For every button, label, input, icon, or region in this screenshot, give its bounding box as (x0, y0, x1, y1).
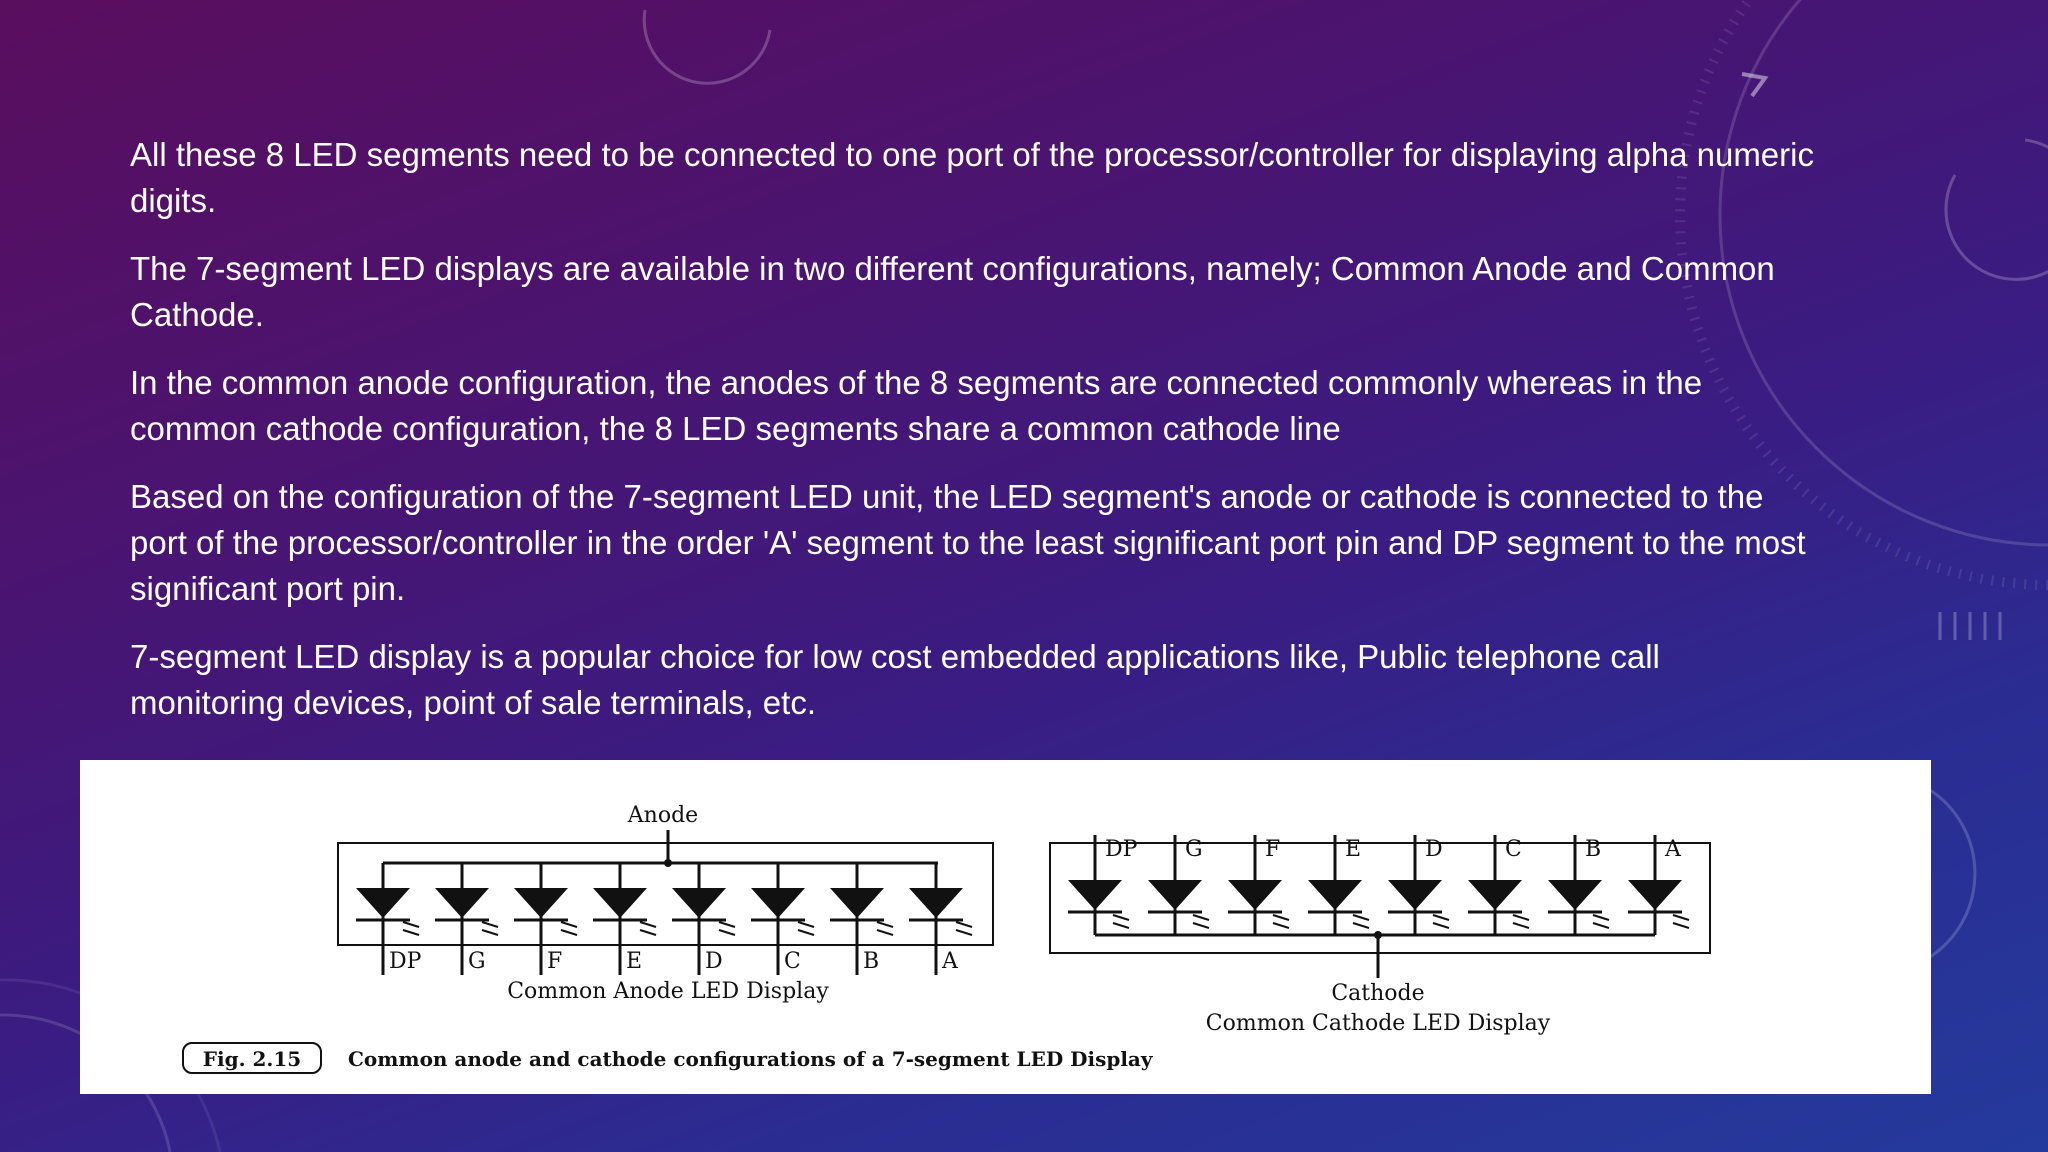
cathode-pin-label: C (1505, 837, 1522, 862)
cathode-pin-label: A (1665, 837, 1681, 862)
light-ray (1113, 923, 1129, 928)
light-ray (798, 930, 814, 935)
anode-led-b (830, 863, 893, 975)
light-ray (956, 930, 972, 935)
light-ray (403, 930, 419, 935)
anode-pin-label: A (942, 949, 958, 974)
cathode-junction (1374, 931, 1382, 939)
light-ray (1353, 923, 1369, 928)
led-display-figure (80, 760, 1931, 1094)
paragraph-3: In the common anode configuration, the anodes of the 8 segments are connected commonly whereas in the common cathode configuration, the 8 LED segments share a common cathode line (130, 364, 1703, 447)
diode-triangle (593, 888, 647, 918)
light-ray (798, 922, 814, 927)
light-ray (561, 930, 577, 935)
cathode-pin-label: B (1585, 837, 1602, 862)
anode-junction (664, 859, 672, 867)
light-ray (877, 922, 893, 927)
light-ray (1513, 915, 1529, 920)
light-ray (1193, 923, 1209, 928)
cathode-led-b (1548, 835, 1609, 935)
paragraph-1: All these 8 LED segments need to be connected to one port of the processor/controller for displaying alpha numeric digits. (130, 136, 1814, 219)
light-ray (403, 922, 419, 927)
light-ray (1673, 923, 1689, 928)
anode-led-c (751, 863, 814, 975)
light-ray (1193, 915, 1209, 920)
diode-triangle (751, 888, 805, 918)
paragraph-4: Based on the configuration of the 7-segment LED unit, the LED segment's anode or cathode is connected to the port of the processor/controller in the order 'A' segment to the least significant port pin and DP segment to the most significant port pin. (130, 478, 1806, 607)
light-ray (877, 930, 893, 935)
light-ray (561, 922, 577, 927)
anode-pin-label: B (863, 949, 880, 974)
diode-triangle (672, 888, 726, 918)
light-ray (482, 930, 498, 935)
cathode-led-g (1148, 835, 1209, 935)
anode-pin-label: D (705, 949, 723, 974)
anode-pin-label: F (547, 949, 563, 974)
diode-triangle (1228, 880, 1282, 910)
light-ray (719, 930, 735, 935)
diode-triangle (356, 888, 410, 918)
light-ray (1513, 923, 1529, 928)
light-ray (719, 922, 735, 927)
light-ray (1273, 923, 1289, 928)
body-text (130, 132, 1820, 748)
cathode-led-d (1388, 835, 1449, 935)
anode-caption: Common Anode LED Display (507, 979, 829, 1004)
cathode-led-c (1468, 835, 1529, 935)
anode-pin-label: G (468, 949, 486, 974)
diode-triangle (1628, 880, 1682, 910)
diode-triangle (435, 888, 489, 918)
cathode-pin-label: D (1425, 837, 1443, 862)
cathode-pin-label: E (1345, 837, 1362, 862)
diode-triangle (1468, 880, 1522, 910)
cathode-led-a (1628, 835, 1689, 935)
anode-pin-label: E (626, 949, 643, 974)
diode-triangle (1068, 880, 1122, 910)
light-ray (1433, 915, 1449, 920)
led-circuit-diagram (80, 760, 1931, 1094)
anode-led-a (909, 863, 972, 975)
cathode-led-dp (1068, 835, 1138, 935)
light-ray (640, 930, 656, 935)
anode-led-f (514, 863, 577, 975)
diode-triangle (830, 888, 884, 918)
cathode-led-f (1228, 835, 1289, 935)
light-ray (1593, 915, 1609, 920)
light-ray (1433, 923, 1449, 928)
light-ray (1353, 915, 1369, 920)
diode-triangle (1308, 880, 1362, 910)
anode-label: Anode (627, 803, 699, 828)
diode-triangle (1388, 880, 1442, 910)
light-ray (1673, 915, 1689, 920)
cathode-label: Cathode (1331, 981, 1425, 1006)
cathode-pin-label: G (1185, 837, 1203, 862)
diode-triangle (1148, 880, 1202, 910)
light-ray (482, 922, 498, 927)
light-ray (1593, 923, 1609, 928)
diode-triangle (514, 888, 568, 918)
light-ray (1113, 915, 1129, 920)
anode-led-d (672, 863, 735, 975)
anode-led-e (593, 863, 656, 975)
fig-caption: Common anode and cathode configurations of a 7-segment LED Display (348, 1047, 1153, 1071)
light-ray (1273, 915, 1289, 920)
fig-number: Fig. 2.15 (202, 1047, 302, 1071)
cathode-caption: Common Cathode LED Display (1205, 1011, 1551, 1036)
anode-pin-label: C (784, 949, 801, 974)
cathode-pin-label: DP (1105, 837, 1138, 862)
anode-led-dp (356, 863, 422, 975)
light-ray (640, 922, 656, 927)
anode-pin-label: DP (389, 949, 422, 974)
cathode-led-e (1308, 835, 1369, 935)
light-ray (956, 922, 972, 927)
diode-triangle (1548, 880, 1602, 910)
cathode-pin-label: F (1265, 837, 1281, 862)
anode-frame (338, 843, 993, 945)
diode-triangle (909, 888, 963, 918)
paragraph-5: 7-segment LED display is a popular choice for low cost embedded applications like, Public telephone call monitoring devices, point of sale terminals, etc. (130, 638, 1660, 721)
anode-led-g (435, 863, 498, 975)
paragraph-2: The 7-segment LED displays are available in two different configurations, namely; Common Anode and Common Cathode. (130, 250, 1775, 333)
